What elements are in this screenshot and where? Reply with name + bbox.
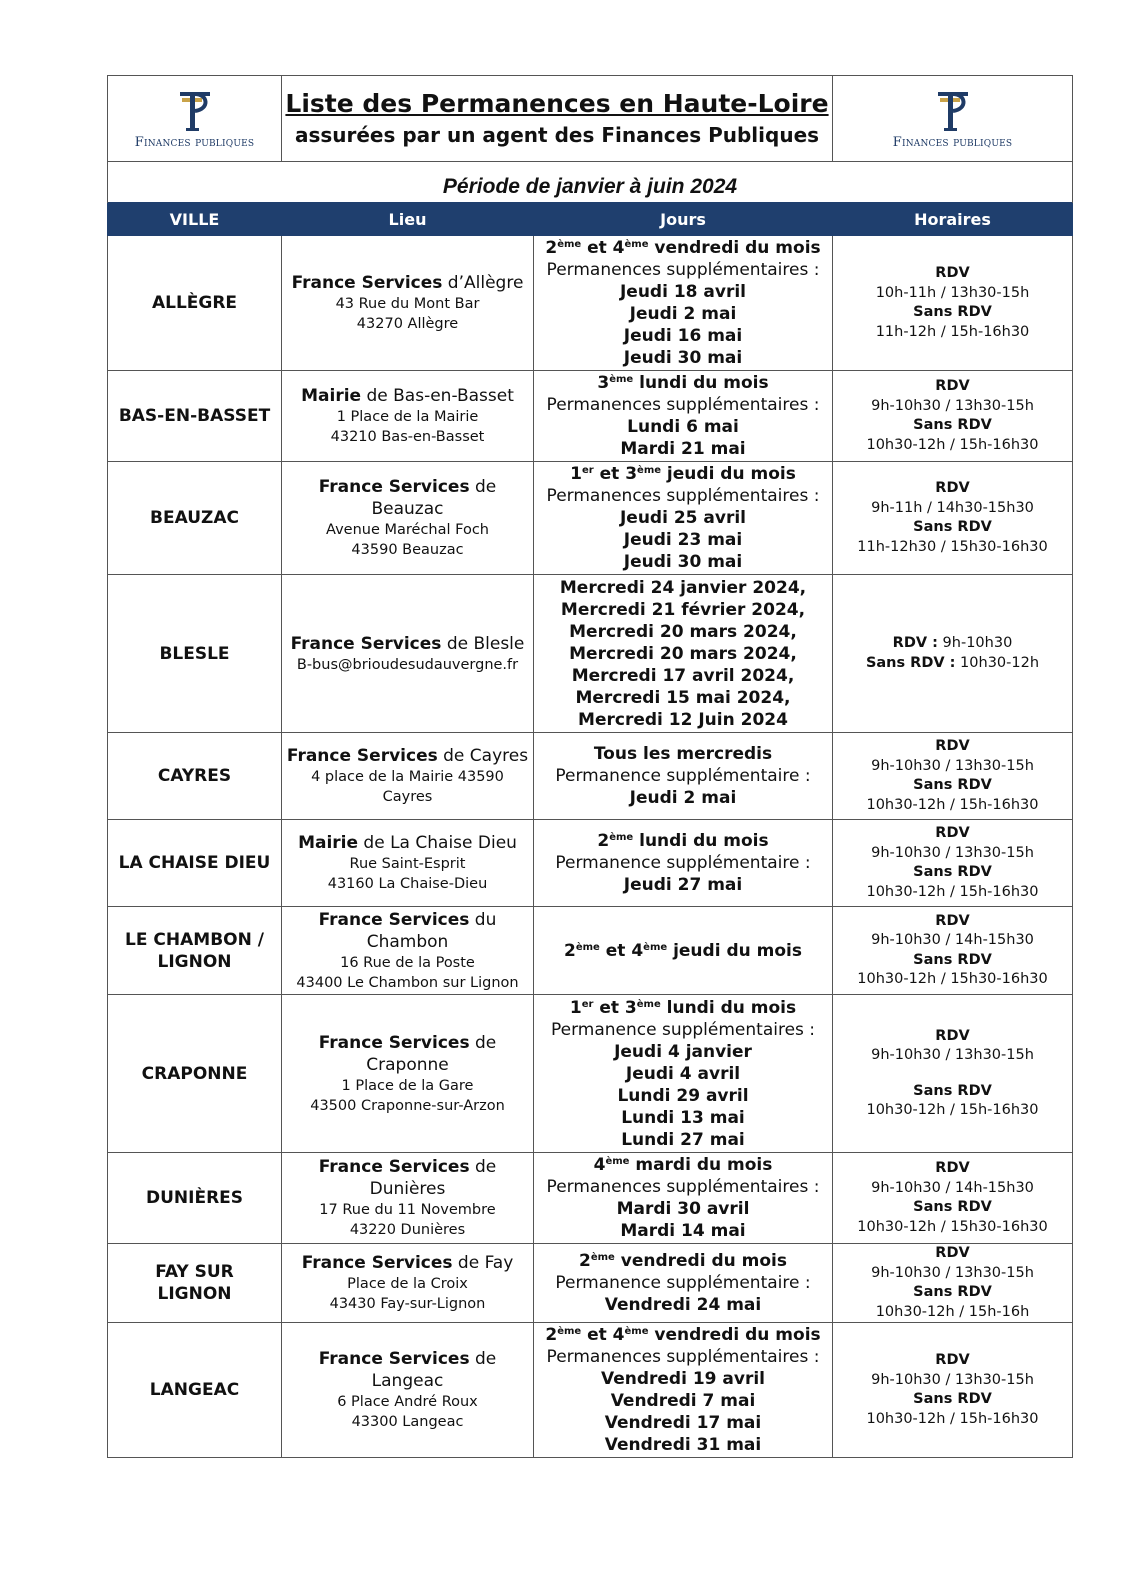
weekday-text: mardi du mois xyxy=(629,1155,773,1175)
cell-jours xyxy=(534,907,833,995)
walkin-hours: 10h30-12h / 15h30-16h30 xyxy=(857,1218,1048,1235)
ordinal-number: 2 xyxy=(564,940,576,961)
recurring-schedule xyxy=(534,463,832,485)
city-name: LIGNON xyxy=(157,951,232,972)
column-header-horaires: Horaires xyxy=(833,203,1073,236)
ordinal-number: et 4 xyxy=(581,238,625,258)
rdv-hours: 9h-11h / 14h30-15h30 xyxy=(871,499,1034,516)
spacer xyxy=(833,1066,1072,1082)
location-name xyxy=(282,476,533,498)
permanences-table xyxy=(107,75,1073,1458)
ordinal-suffix: ème xyxy=(637,465,662,476)
cell-lieu xyxy=(282,575,534,733)
document-title: Liste des Permanences en Haute-Loire xyxy=(285,88,829,118)
ordinal-suffix: ème xyxy=(624,1326,649,1337)
session-date: Mardi 30 avril xyxy=(616,1199,750,1219)
location-name xyxy=(282,1032,533,1054)
location-place-cont: Beauzac xyxy=(371,499,444,519)
period-label: Période de janvier à juin 2024 xyxy=(442,175,738,198)
city-name: LANGEAC xyxy=(149,1380,240,1400)
extra-sessions-label: Permanences supplémentaires : xyxy=(546,260,820,280)
session-date: Jeudi 27 mai xyxy=(623,875,743,895)
recurring-schedule xyxy=(534,372,832,394)
cell-jours xyxy=(534,1244,833,1323)
recurring-schedule xyxy=(534,997,832,1019)
rdv-hours: 9h-10h30 / 13h30-15h xyxy=(871,1047,1034,1063)
location-place: de Bas-en-Basset xyxy=(361,386,514,406)
session-date: Jeudi 2 mai xyxy=(629,788,737,808)
location-type: France Services xyxy=(318,909,470,930)
column-header-lieu: Lieu xyxy=(282,203,534,236)
rdv-label: RDV xyxy=(935,738,970,754)
weekday-text: jeudi du mois xyxy=(667,940,802,961)
location-place: d’Allègre xyxy=(442,273,524,293)
rdv-label: RDV xyxy=(935,1245,970,1261)
city-name: LIGNON xyxy=(157,1284,232,1304)
weekday-text: vendredi du mois xyxy=(614,1251,787,1271)
rdv-label: RDV : xyxy=(892,635,938,651)
cell-jours xyxy=(534,733,833,820)
location-place: de Fay xyxy=(452,1253,514,1273)
location-type: Mairie xyxy=(301,386,362,406)
address-line: 43160 La Chaise-Dieu xyxy=(327,876,488,892)
location-place: de La Chaise Dieu xyxy=(358,833,517,853)
address-line: Place de la Croix xyxy=(347,1276,468,1292)
cell-horaires xyxy=(833,1244,1073,1323)
session-date: Vendredi 19 avril xyxy=(600,1369,766,1389)
address-line: 16 Rue de la Poste xyxy=(340,954,475,971)
address-line: 43 Rue du Mont Bar xyxy=(335,296,480,312)
location-name xyxy=(282,633,533,655)
cell-ville xyxy=(108,462,282,575)
column-header-row xyxy=(108,203,1073,236)
rdv-hours: 9h-10h30 / 14h-15h30 xyxy=(871,1179,1034,1196)
session-date: Jeudi 30 mai xyxy=(623,348,743,368)
rdv-label: RDV xyxy=(935,265,970,281)
session-date: Mardi 21 mai xyxy=(620,439,746,459)
cell-jours xyxy=(534,462,833,575)
location-name xyxy=(282,1156,533,1178)
table-row xyxy=(108,995,1073,1153)
ordinal-suffix: ème xyxy=(636,998,661,1010)
cell-lieu xyxy=(282,733,534,820)
walkin-label: Sans RDV xyxy=(913,519,992,535)
cell-lieu xyxy=(282,236,534,371)
cell-horaires xyxy=(833,995,1073,1153)
city-name: BAS-EN-BASSET xyxy=(118,406,271,426)
rdv-label: RDV xyxy=(935,1160,970,1176)
cell-horaires xyxy=(833,371,1073,462)
cell-horaires xyxy=(833,733,1073,820)
address-line: Rue Saint-Esprit xyxy=(349,856,466,872)
fp-emblem-icon xyxy=(178,87,212,133)
cell-horaires xyxy=(833,907,1073,995)
location-place: de xyxy=(469,477,497,497)
table-row xyxy=(108,820,1073,907)
session-date: Mercredi 21 février 2024, xyxy=(560,599,806,620)
title-cell xyxy=(282,76,833,162)
cell-jours xyxy=(534,371,833,462)
table-row xyxy=(108,1323,1073,1458)
cell-ville xyxy=(108,371,282,462)
extra-sessions-label: Permanences supplémentaires : xyxy=(546,1177,820,1197)
walkin-hours: 10h30-12h / 15h-16h30 xyxy=(866,1410,1039,1427)
walkin-label: Sans RDV : xyxy=(865,654,956,671)
fp-emblem-icon xyxy=(936,87,970,133)
finances-publiques-logo-right xyxy=(833,76,1072,161)
weekday-text: vendredi du mois xyxy=(648,1325,821,1345)
finances-publiques-logo-left xyxy=(108,76,281,161)
logo-cell-right xyxy=(833,76,1073,162)
recurring-schedule xyxy=(534,1250,832,1272)
logo-caption-left: Finances publiques xyxy=(134,135,255,150)
walkin-hours: 10h30-12h xyxy=(955,654,1040,671)
session-date: Vendredi 24 mai xyxy=(604,1295,762,1315)
location-type: France Services xyxy=(318,1349,470,1369)
walkin-label: Sans RDV xyxy=(913,951,992,968)
location-type: France Services xyxy=(291,273,443,293)
session-date: Lundi 6 mai xyxy=(627,417,739,437)
walkin-hours: 10h30-12h / 15h30-16h30 xyxy=(857,971,1048,987)
address-line: 1 Place de la Gare xyxy=(341,1077,474,1094)
walkin-label: Sans RDV xyxy=(913,1284,992,1300)
recurring-schedule xyxy=(534,237,832,259)
cell-ville xyxy=(108,907,282,995)
extra-sessions-label: Permanence supplémentaires : xyxy=(550,1019,816,1040)
ordinal-suffix: ème xyxy=(557,1326,582,1337)
table-row xyxy=(108,1153,1073,1244)
cell-lieu xyxy=(282,462,534,575)
table-row xyxy=(108,907,1073,995)
session-date: Mercredi 12 Juin 2024 xyxy=(578,709,788,730)
city-name: ALLÈGRE xyxy=(151,293,238,313)
cell-ville xyxy=(108,236,282,371)
weekday-text: jeudi du mois xyxy=(661,464,796,484)
cell-ville xyxy=(108,575,282,733)
rdv-hours: 9h-10h30 / 13h30-15h xyxy=(871,397,1034,414)
ordinal-suffix: er xyxy=(581,998,594,1010)
address-line: 43300 Langeac xyxy=(351,1414,464,1430)
ordinal-number: et 3 xyxy=(593,464,638,484)
extra-sessions-label: Permanences supplémentaires : xyxy=(546,395,820,415)
rdv-hours: 9h-10h30 / 13h30-15h xyxy=(871,757,1034,774)
table-row xyxy=(108,236,1073,371)
ordinal-suffix: ème xyxy=(575,941,600,953)
walkin-label: Sans RDV xyxy=(913,864,992,880)
cell-jours xyxy=(534,575,833,733)
cell-lieu xyxy=(282,907,534,995)
rdv-label: RDV xyxy=(935,912,970,929)
session-date: Jeudi 4 avril xyxy=(625,1063,741,1084)
recurring-schedule xyxy=(534,830,832,852)
walkin-hours: 10h30-12h / 15h-16h30 xyxy=(866,1102,1039,1118)
city-name: LA CHAISE DIEU xyxy=(118,853,271,873)
session-date: Jeudi 30 mai xyxy=(623,552,743,572)
location-name xyxy=(282,1252,533,1274)
cell-horaires xyxy=(833,1323,1073,1458)
table-row xyxy=(108,733,1073,820)
ordinal-suffix: ème xyxy=(557,239,582,250)
address-line: 17 Rue du 11 Novembre xyxy=(319,1202,496,1218)
cell-jours xyxy=(534,995,833,1153)
location-place: de xyxy=(469,1032,497,1053)
walkin-label: Sans RDV xyxy=(913,777,992,793)
ordinal-suffix: ème xyxy=(609,832,634,843)
session-date: Mercredi 20 mars 2024, xyxy=(569,643,797,664)
location-type: France Services xyxy=(301,1253,453,1273)
document-sheet xyxy=(107,75,1072,1458)
document-subtitle: assurées par un agent des Finances Publiques xyxy=(294,122,820,147)
period-cell xyxy=(108,162,1073,203)
ordinal-suffix: ème xyxy=(643,941,668,953)
cell-horaires xyxy=(833,820,1073,907)
recurring-schedule xyxy=(534,940,832,962)
cell-lieu xyxy=(282,820,534,907)
logo-cell-left xyxy=(108,76,282,162)
location-place-cont: Dunières xyxy=(369,1179,446,1199)
location-type: Mairie xyxy=(298,833,359,853)
rdv-hours: 10h-11h / 13h30-15h xyxy=(875,284,1030,301)
table-row xyxy=(108,575,1073,733)
weekday-text: lundi du mois xyxy=(633,373,769,393)
walkin-hours: 11h-12h30 / 15h30-16h30 xyxy=(857,538,1048,555)
walkin-hours: 10h30-12h / 15h-16h30 xyxy=(866,883,1039,900)
location-type: France Services xyxy=(318,477,470,497)
weekday-text: vendredi du mois xyxy=(648,238,821,258)
cell-lieu xyxy=(282,1323,534,1458)
location-name xyxy=(282,745,533,767)
ordinal-number: 4 xyxy=(593,1155,606,1175)
location-name xyxy=(282,1348,533,1370)
location-name xyxy=(282,385,533,407)
ordinal-number: et 3 xyxy=(593,997,637,1018)
city-name: CAYRES xyxy=(157,766,232,786)
cell-ville xyxy=(108,1244,282,1323)
session-date: Lundi 27 mai xyxy=(621,1129,745,1150)
location-place-cont: Langeac xyxy=(371,1371,444,1391)
extra-sessions-label: Permanence supplémentaire : xyxy=(555,766,811,786)
walkin-label: Sans RDV xyxy=(913,304,992,320)
extra-sessions-label: Permanence supplémentaire : xyxy=(555,1273,811,1293)
rdv-label: RDV xyxy=(935,825,970,841)
session-date: Mercredi 15 mai 2024, xyxy=(575,687,791,708)
rdv-label: RDV xyxy=(935,378,970,394)
cell-horaires xyxy=(833,462,1073,575)
ordinal-number: et 4 xyxy=(581,1325,625,1345)
weekday-text: lundi du mois xyxy=(660,997,797,1018)
location-name xyxy=(282,909,533,931)
column-header-jours: Jours xyxy=(534,203,833,236)
location-name xyxy=(282,272,533,294)
hours-walkin xyxy=(833,654,1072,674)
ordinal-number: 2 xyxy=(579,1251,591,1271)
session-date: Jeudi 4 janvier xyxy=(614,1041,752,1062)
location-place: de Blesle xyxy=(441,633,525,654)
cell-lieu xyxy=(282,371,534,462)
address-line: 43590 Beauzac xyxy=(351,542,464,558)
table-row xyxy=(108,371,1073,462)
session-date: Jeudi 25 avril xyxy=(619,508,747,528)
session-date: Vendredi 17 mai xyxy=(604,1413,762,1433)
cell-lieu xyxy=(282,995,534,1153)
ordinal-number: 1 xyxy=(569,997,582,1018)
location-place: de Cayres xyxy=(437,746,529,766)
rdv-label: RDV xyxy=(935,1027,970,1044)
extra-sessions-label: Permanences supplémentaires : xyxy=(546,1347,820,1367)
address-line: 6 Place André Roux xyxy=(337,1394,478,1410)
table-body xyxy=(108,236,1073,1458)
ordinal-suffix: er xyxy=(581,465,594,476)
recurring-schedule: Tous les mercredis xyxy=(593,744,773,764)
location-place-cont: Chambon xyxy=(366,931,449,952)
cell-ville xyxy=(108,820,282,907)
cell-horaires xyxy=(833,575,1073,733)
walkin-hours: 10h30-12h / 15h-16h30 xyxy=(866,436,1039,453)
address-line: 43210 Bas-en-Basset xyxy=(330,429,485,445)
location-type: France Services xyxy=(290,633,442,654)
session-date: Mercredi 24 janvier 2024, xyxy=(559,577,807,598)
cell-ville xyxy=(108,1323,282,1458)
rdv-hours: 9h-10h30 / 13h30-15h xyxy=(871,1371,1034,1388)
location-place: du xyxy=(469,909,497,930)
hours-rdv xyxy=(833,634,1072,654)
session-date: Jeudi 16 mai xyxy=(623,326,743,346)
rdv-hours: 9h-10h30 xyxy=(937,635,1013,651)
column-header-ville: VILLE xyxy=(108,203,282,236)
city-name: LE CHAMBON / xyxy=(125,929,264,950)
walkin-hours: 10h30-12h / 15h-16h30 xyxy=(866,796,1039,813)
city-name: FAY SUR xyxy=(155,1262,234,1282)
address-line: 43430 Fay-sur-Lignon xyxy=(329,1296,486,1312)
address-line: Avenue Maréchal Foch xyxy=(326,522,489,538)
cell-ville xyxy=(108,995,282,1153)
rdv-hours: 9h-10h30 / 13h30-15h xyxy=(871,844,1034,861)
session-date: Vendredi 7 mai xyxy=(610,1391,756,1411)
address-line: 4 place de la Mairie 43590 xyxy=(311,769,504,785)
cell-lieu xyxy=(282,1244,534,1323)
rdv-label: RDV xyxy=(935,1352,970,1368)
location-type: France Services xyxy=(318,1157,470,1177)
ordinal-number: 3 xyxy=(597,373,610,393)
city-name: BLESLE xyxy=(159,643,230,664)
walkin-label: Sans RDV xyxy=(913,1199,992,1215)
location-place-cont: Craponne xyxy=(366,1054,449,1075)
address-line: 43500 Craponne-sur-Arzon xyxy=(310,1097,505,1114)
session-date: Mercredi 17 avril 2024, xyxy=(571,665,795,686)
cell-jours xyxy=(534,820,833,907)
ordinal-number: 2 xyxy=(545,1325,558,1345)
session-date: Lundi 29 avril xyxy=(617,1085,749,1106)
cell-jours xyxy=(534,1153,833,1244)
walkin-label: Sans RDV xyxy=(913,1082,992,1099)
location-name xyxy=(282,832,533,854)
cell-ville xyxy=(108,1153,282,1244)
session-date: Jeudi 18 avril xyxy=(619,282,747,302)
walkin-label: Sans RDV xyxy=(913,1391,992,1407)
location-type: France Services xyxy=(286,746,438,766)
location-place: de xyxy=(469,1157,497,1177)
address-line: 1 Place de la Mairie xyxy=(336,409,479,425)
ordinal-suffix: ème xyxy=(605,1156,630,1167)
recurring-schedule xyxy=(534,1324,832,1346)
cell-horaires xyxy=(833,1153,1073,1244)
address-line: 43220 Dunières xyxy=(349,1222,466,1238)
ordinal-number: et 4 xyxy=(599,940,644,961)
ordinal-number: 1 xyxy=(570,464,582,484)
period-row xyxy=(108,162,1073,203)
walkin-hours: 11h-12h / 15h-16h30 xyxy=(875,323,1030,340)
rdv-hours: 9h-10h30 / 14h-15h30 xyxy=(871,932,1034,948)
session-date: Lundi 13 mai xyxy=(621,1107,745,1128)
address-line: B-bus@brioudesudauvergne.fr xyxy=(296,656,519,673)
weekday-text: lundi du mois xyxy=(633,831,769,851)
walkin-hours: 10h30-12h / 15h-16h xyxy=(875,1303,1030,1320)
ordinal-suffix: ème xyxy=(590,1252,615,1263)
session-date: Mercredi 20 mars 2024, xyxy=(569,621,797,642)
ordinal-suffix: ème xyxy=(609,374,634,385)
city-name: BEAUZAC xyxy=(150,508,239,528)
session-date: Jeudi 23 mai xyxy=(623,530,743,550)
table-row xyxy=(108,462,1073,575)
table-row xyxy=(108,1244,1073,1323)
extra-sessions-label: Permanences supplémentaires : xyxy=(546,486,820,506)
ordinal-suffix: ème xyxy=(624,239,649,250)
session-date: Vendredi 31 mai xyxy=(604,1435,762,1455)
cell-horaires xyxy=(833,236,1073,371)
ordinal-number: 2 xyxy=(597,831,610,851)
location-type: France Services xyxy=(318,1032,470,1053)
session-date: Mardi 14 mai xyxy=(620,1221,746,1241)
address-line: 43400 Le Chambon sur Lignon xyxy=(296,974,519,991)
header-row xyxy=(108,76,1073,162)
cell-ville xyxy=(108,733,282,820)
cell-lieu xyxy=(282,1153,534,1244)
walkin-label: Sans RDV xyxy=(913,417,992,433)
city-name: DUNIÈRES xyxy=(145,1188,244,1208)
city-name: CRAPONNE xyxy=(141,1063,248,1084)
logo-caption-right: Finances publiques xyxy=(892,135,1013,150)
rdv-hours: 9h-10h30 / 13h30-15h xyxy=(871,1264,1034,1281)
recurring-schedule xyxy=(534,1154,832,1176)
cell-jours xyxy=(534,1323,833,1458)
session-date: Jeudi 2 mai xyxy=(629,304,737,324)
location-place: de xyxy=(469,1349,497,1369)
address-line: 43270 Allègre xyxy=(356,316,459,332)
rdv-label: RDV xyxy=(935,480,970,496)
cell-jours xyxy=(534,236,833,371)
address-line: Cayres xyxy=(382,789,433,805)
ordinal-number: 2 xyxy=(545,238,558,258)
extra-sessions-label: Permanence supplémentaire : xyxy=(555,853,811,873)
